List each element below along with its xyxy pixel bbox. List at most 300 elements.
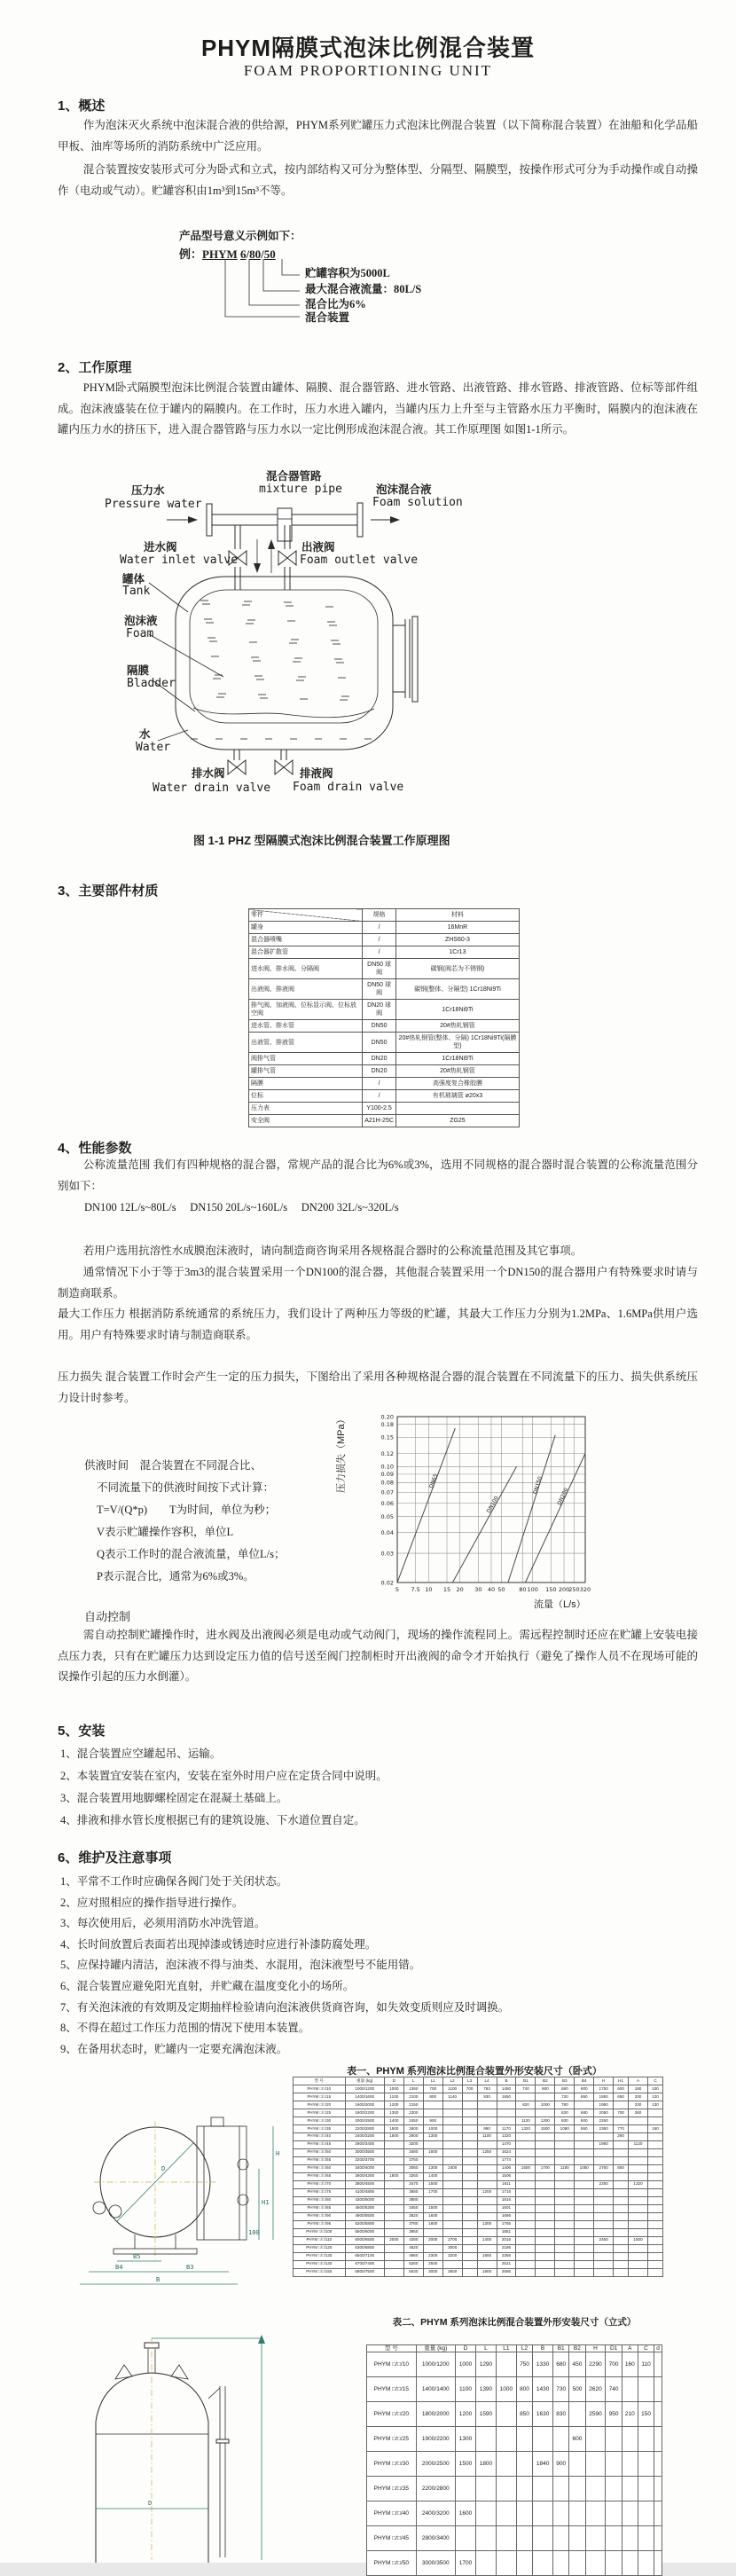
table-cell: 1816 <box>497 2196 516 2204</box>
table-cell: 1360 <box>403 2085 423 2093</box>
section-1-heading: 1、概述 <box>58 98 106 114</box>
table-cell: PHYM □/□/90 <box>294 2212 346 2220</box>
table-cell <box>462 2172 477 2180</box>
model-tree-lines <box>217 257 301 321</box>
paragraph: 作为泡沫灭火系统中泡沫混合液的供给源，PHYM系列贮罐压力式泡沫比例混合装置（以下简称混合装置）在油船和化学品船甲板、油库等场所的消防系统中广泛应用。 <box>58 119 698 153</box>
table-cell <box>575 2268 594 2276</box>
table-cell <box>423 2140 442 2148</box>
table-cell <box>555 2244 575 2252</box>
table-cell <box>594 2268 614 2276</box>
chart-text: 0.05 <box>380 1512 394 1520</box>
dim-label-b5: B5 <box>133 2253 141 2260</box>
flow-range-line: DN100 12L/s~80L/s DN150 20L/s~160L/s DN200 32L/s~320L/s <box>84 1201 399 1213</box>
section-2-heading: 2、工作原理 <box>58 360 132 375</box>
table-cell: 600 <box>614 2085 629 2093</box>
table-cell: 1050 <box>575 2164 594 2172</box>
table-cell: 1700 <box>455 2551 475 2576</box>
separator: / <box>261 247 264 261</box>
table-row <box>294 2188 663 2196</box>
table-cell <box>462 2212 477 2220</box>
table-cell: Y100-2.5 <box>363 1103 396 1115</box>
dim-label-100: 100 <box>248 2229 260 2236</box>
table-cell: 280 <box>614 2132 629 2140</box>
table-cell: / <box>363 1078 396 1090</box>
table-cell <box>555 2252 575 2260</box>
table-cell: 进水管、排水管 <box>249 1020 363 1033</box>
table-cell: 1750 <box>594 2085 614 2093</box>
chart-text: DN200 <box>556 1487 570 1506</box>
table-cell: 1100 <box>442 2085 462 2093</box>
label-tank-cn: 罐体 <box>122 573 145 585</box>
table-cell: 1Cr18Ni9Ti <box>395 1053 519 1065</box>
table-cell <box>585 2427 606 2452</box>
table-cell: 2050 <box>594 2109 614 2117</box>
table-cell <box>462 2124 477 2132</box>
table-cell: 3800/4500 <box>345 2180 384 2188</box>
table-cell <box>462 2188 477 2196</box>
table-cell: 碳钢(阀芯为不锈钢) <box>395 959 519 979</box>
table-cell: PHYM □/□/20 <box>367 2402 417 2427</box>
table-cell: 820 <box>516 2101 536 2109</box>
column-header: D <box>455 2345 475 2352</box>
table-cell: 1716 <box>497 2188 516 2196</box>
table-cell <box>497 2117 516 2124</box>
column-header: B4 <box>575 2077 594 2085</box>
paragraph: 若用户选用抗溶性水成膜泡沫液时，请向制造商咨询采用各规格混合器时的公称流量范围及其它事项。 <box>82 1245 583 1257</box>
table-cell: PHYM □/□/120 <box>294 2244 346 2252</box>
table-cell: 1800/2200 <box>345 2109 384 2117</box>
table-cell <box>555 2196 575 2204</box>
table-cell <box>462 2228 477 2236</box>
table-cell: 1200 <box>455 2402 475 2427</box>
header-row <box>249 909 520 922</box>
table-cell: 650 <box>614 2093 629 2101</box>
table-cell: PHYM □/□/65 <box>294 2172 346 2180</box>
table-cell: 1765 <box>497 2220 516 2228</box>
table-cell <box>516 2212 536 2220</box>
table-cell: 2290 <box>585 2352 606 2377</box>
table-cell <box>455 2477 475 2501</box>
table-cell: 6800/7500 <box>345 2268 384 2276</box>
table-cell <box>648 2228 663 2236</box>
table-cell: 压力表 <box>249 1103 363 1115</box>
table-cell: 1600 <box>423 2212 442 2220</box>
table-cell: 3680 <box>403 2188 423 2196</box>
table-cell: 2400/3200 <box>416 2501 455 2526</box>
table-cell <box>462 2260 477 2268</box>
table-row <box>294 2212 663 2220</box>
table-cell <box>575 2196 594 2204</box>
table-cell <box>648 2117 663 2124</box>
table-cell: 120 <box>648 2093 663 2101</box>
table-cell <box>575 2212 594 2220</box>
table-cell <box>614 2156 629 2164</box>
table-cell <box>614 2260 629 2268</box>
table-cell <box>555 2172 575 2180</box>
table-cell: DN20 <box>363 1065 396 1078</box>
table-cell: 740 <box>606 2377 622 2402</box>
table-cell <box>614 2101 629 2109</box>
table-cell: 3200/3700 <box>345 2156 384 2164</box>
table-cell: 930 <box>555 2117 575 2124</box>
table-row <box>294 2117 663 2124</box>
table-cell <box>536 2236 555 2244</box>
t1-grid <box>293 2077 663 2277</box>
table-cell: PHYM □/□/140 <box>294 2260 346 2268</box>
table-cell <box>462 2196 477 2204</box>
table-cell <box>496 2526 516 2551</box>
label-foam-drain-valve-en: Foam drain valve <box>293 781 404 794</box>
table-cell <box>614 2236 629 2244</box>
table-cell: 1300 <box>423 2164 442 2172</box>
table-cell <box>442 2188 462 2196</box>
table-cell <box>654 2377 662 2402</box>
table-cell: 混合器喷嘴 <box>249 934 363 946</box>
table-cell <box>575 2236 594 2244</box>
table-cell <box>575 2140 594 2148</box>
column-header: C <box>638 2345 654 2352</box>
chart-text: 20 <box>456 1586 464 1593</box>
table-cell: 6500/7100 <box>345 2252 384 2260</box>
table-cell <box>606 2551 622 2576</box>
table-cell <box>423 2196 442 2204</box>
table-cell <box>442 2109 462 2117</box>
table-cell: 700 <box>423 2085 442 2093</box>
table-cell: ZG25 <box>395 1115 519 1127</box>
table-cell <box>614 2252 629 2260</box>
table-cell <box>622 2452 638 2477</box>
vertical-tank-drawing <box>62 2331 275 2563</box>
label-water-en: Water <box>136 741 171 754</box>
table-cell <box>575 2228 594 2236</box>
table-cell <box>629 2148 648 2156</box>
table-cell <box>555 2156 575 2164</box>
table-cell <box>536 2140 555 2148</box>
table-cell: 2760 <box>594 2164 614 2172</box>
table-cell <box>594 2156 614 2164</box>
table-cell <box>536 2156 555 2164</box>
table-cell: 2186 <box>497 2244 516 2252</box>
table-cell: 830 <box>553 2402 569 2427</box>
chart-canvas <box>328 1409 612 1611</box>
table-cell <box>594 2148 614 2156</box>
table-cell: PHYM □/□/35 <box>294 2124 346 2132</box>
auto-control-heading: 自动控制 <box>84 1610 131 1623</box>
table-cell <box>536 2212 555 2220</box>
table-row <box>294 2101 663 2109</box>
table-cell: 1500 <box>455 2452 475 2477</box>
table-cell: 罐身 <box>249 922 363 934</box>
column-header: B <box>497 2077 516 2085</box>
table-cell <box>496 2352 516 2377</box>
table-row <box>294 2228 663 2236</box>
column-header: d <box>654 2345 662 2352</box>
dim-label-h1: H1 <box>262 2199 270 2206</box>
table-cell: 1000 <box>455 2352 475 2377</box>
table-cell <box>477 2140 497 2148</box>
table-cell: PHYM □/□/15 <box>294 2093 346 2101</box>
column-header: B2 <box>536 2077 555 2085</box>
table-cell <box>555 2220 575 2228</box>
column-header: B <box>533 2345 553 2352</box>
column-header: H <box>594 2077 614 2085</box>
chart-text: DN150 <box>532 1475 544 1496</box>
table-cell <box>516 2109 536 2117</box>
table-cell: 500 <box>569 2377 585 2402</box>
table-cell <box>622 2377 638 2402</box>
table-cell: 罐排气管 <box>249 1065 363 1078</box>
table-cell <box>496 2477 516 2501</box>
table-cell: PHYM □/□/30 <box>294 2117 346 2124</box>
table-cell <box>575 2204 594 2212</box>
table-row <box>249 922 520 934</box>
table-cell <box>442 2180 462 2188</box>
table-cell <box>455 2526 475 2551</box>
label-foam-drain-valve-cn: 排液阀 <box>300 767 333 780</box>
column-header: 材料 <box>395 909 519 922</box>
table-cell <box>384 2260 403 2268</box>
table-cell <box>384 2244 403 2252</box>
table-cell <box>594 2252 614 2260</box>
chart-text: DN65 <box>427 1473 440 1489</box>
table-cell <box>477 2117 497 2124</box>
table-cell: 850 <box>614 2164 629 2172</box>
table-cell: 110 <box>638 2352 654 2377</box>
table-row <box>249 1020 520 1033</box>
table-cell: 1700 <box>536 2164 555 2172</box>
table-cell <box>533 2526 553 2551</box>
table-cell <box>477 2156 497 2164</box>
chart-text: 10 <box>425 1586 433 1593</box>
table-row <box>249 1103 520 1115</box>
table-cell: 600 <box>575 2085 594 2093</box>
table-cell <box>516 2236 536 2244</box>
table-cell <box>462 2148 477 2156</box>
table-cell: 1250 <box>477 2148 497 2156</box>
column-header: 规格 <box>363 909 396 922</box>
column-header: L1 <box>496 2345 516 2352</box>
label-foam-outlet-valve-en: Foam outlet valve <box>300 554 419 567</box>
model-part-ratio: 6 <box>239 247 247 261</box>
table-cell: 800 <box>423 2093 442 2101</box>
table-cell <box>648 2244 663 2252</box>
table-cell: 850 <box>516 2402 532 2427</box>
table-row <box>249 979 520 1000</box>
table-cell <box>654 2427 662 2452</box>
table-cell <box>442 2101 462 2109</box>
table-cell <box>497 2109 516 2117</box>
dim-label-d: D <box>161 2165 166 2172</box>
table-cell <box>606 2526 622 2551</box>
table-cell <box>516 2172 536 2180</box>
column-header: H <box>585 2345 606 2352</box>
list-item: V表示贮罐操作容积，单位L <box>97 1526 234 1538</box>
table-cell: 4600/5300 <box>345 2204 384 2212</box>
table-cell: 210 <box>622 2402 638 2427</box>
table-cell: 3200 <box>442 2252 462 2260</box>
table-cell: 1100 <box>477 2132 497 2140</box>
table-cell <box>648 2164 663 2172</box>
column-header: B1 <box>516 2077 536 2085</box>
table-cell <box>516 2501 532 2526</box>
table-cell <box>594 2172 614 2180</box>
table-cell: ZHS60-3 <box>395 934 519 946</box>
table-cell: 1330 <box>533 2352 553 2377</box>
table-row <box>249 1000 520 1020</box>
table-cell <box>648 2140 663 2148</box>
table-cell <box>462 2101 477 2109</box>
label-mixture-pipe-cn: 混合器管路 <box>266 470 322 483</box>
chart-text: 0.04 <box>380 1529 394 1537</box>
table-cell <box>516 2196 536 2204</box>
table-cell: 900 <box>553 2452 569 2477</box>
chart-x-label: 流量（L/s） <box>534 1599 586 1610</box>
table-cell: 1500 <box>384 2132 403 2140</box>
table-cell <box>629 2124 648 2132</box>
table-row <box>367 2352 662 2377</box>
table-cell: 160 <box>622 2352 638 2377</box>
table-row <box>294 2109 663 2117</box>
table-cell: 900 <box>536 2085 555 2093</box>
table-cell <box>442 2196 462 2204</box>
table-cell: 950 <box>575 2124 594 2132</box>
table-cell <box>569 2402 585 2427</box>
list-item: 5、应保持罐内清洁，泡沫液不得与油类、水混用，泡沫液型号不能用错。 <box>60 1959 421 1972</box>
table-cell: DN20 <box>363 1053 396 1065</box>
table-cell: 隔膜 <box>249 1078 363 1090</box>
pressure-loss-chart <box>328 1409 612 1622</box>
table-cell <box>516 2180 536 2188</box>
table-cell: 5200/5800 <box>345 2220 384 2228</box>
list-item: 1、平常不工作时应确保各阀门处于关闭状态。 <box>60 1875 288 1888</box>
section-5-heading: 5、安装 <box>58 1724 106 1739</box>
table-cell <box>384 2252 403 2260</box>
table-cell: 2000 <box>384 2236 403 2244</box>
table-cell <box>606 2427 622 2452</box>
table-cell <box>442 2228 462 2236</box>
table-cell <box>442 2260 462 2268</box>
section-6-heading: 6、维护及注意事项 <box>58 1850 172 1865</box>
table-cell: 4900/5500 <box>345 2212 384 2220</box>
section-3-heading: 3、主要部件材质 <box>58 884 159 899</box>
table-row <box>294 2124 663 2132</box>
table-cell: PHYM □/□/150 <box>294 2268 346 2276</box>
model-intro: 产品型号意义示例如下： <box>179 230 301 242</box>
table-cell <box>594 2188 614 2196</box>
table-row <box>367 2452 662 2477</box>
table-cell: 阀排气管 <box>249 1053 363 1065</box>
table-cell <box>622 2477 638 2501</box>
table-cell: PHYM □/□/55 <box>294 2156 346 2164</box>
table-cell: 1300 <box>536 2117 555 2124</box>
paragraph: 最大工作压力 根据消防系统通常的系统压力，我们设计了两种压力等级的贮罐，其最大工作压力分别为1.2MPa、1.6MPa供用户选用。用户有特殊要求时请与制造商联系。 <box>58 1308 698 1341</box>
table-cell: 碳钢(整体、分隔型) 1Cr18Ni9Ti <box>395 979 519 1000</box>
table-cell <box>475 2427 496 2452</box>
table-cell <box>384 2228 403 2236</box>
schematic-drawing <box>0 457 736 856</box>
table-cell <box>575 2180 594 2188</box>
table-cell: 1774 <box>497 2156 516 2164</box>
table-row <box>294 2260 663 2268</box>
table-cell: 1406 <box>497 2164 516 2172</box>
table-cell: 1500 <box>516 2164 536 2172</box>
chart-text: 200 <box>558 1586 570 1593</box>
table-cell: 2800/3400 <box>416 2526 455 2551</box>
table-cell: 混合器扩散管 <box>249 946 363 959</box>
table-cell <box>622 2501 638 2526</box>
table-cell <box>384 2212 403 2220</box>
column-header: B2 <box>569 2345 585 2352</box>
table-cell: 2000 <box>423 2236 442 2244</box>
table-cell: PHYM □/□/35 <box>367 2477 417 2501</box>
table-cell: DN50 球阀 <box>363 959 396 979</box>
list-item: P表示混合比，通常为6%或3%。 <box>97 1570 254 1583</box>
table-cell: PHYM □/□/95 <box>294 2220 346 2228</box>
table-cell: 进水阀、排水阀、分隔阀 <box>249 959 363 979</box>
table-cell: 1100 <box>455 2377 475 2402</box>
table-cell: 1120 <box>629 2140 648 2148</box>
table-cell: 1400 <box>477 2236 497 2244</box>
table-cell: 4280 <box>403 2236 423 2244</box>
table-cell: PHYM □/□/45 <box>367 2526 417 2551</box>
table-cell: / <box>363 1090 396 1103</box>
table-cell: 3000 <box>442 2244 462 2252</box>
table-cell <box>629 2220 648 2228</box>
table-cell <box>614 2244 629 2252</box>
column-header: A <box>629 2077 648 2085</box>
table-cell: PHYM □/□/10 <box>367 2352 417 2377</box>
table-cell: 1400 <box>384 2117 403 2124</box>
table-cell <box>629 2212 648 2220</box>
table-cell <box>496 2551 516 2576</box>
table-cell <box>638 2452 654 2477</box>
table-cell: 2700 <box>442 2236 462 2244</box>
column-header: 型 号 <box>367 2345 417 2352</box>
table-cell <box>477 2164 497 2172</box>
table-cell <box>442 2220 462 2228</box>
table-cell <box>536 2268 555 2276</box>
table-cell <box>462 2132 477 2140</box>
chart-text: 0.20 <box>380 1413 394 1421</box>
model-meaning-label: 最大混合液流量：80L/S <box>305 283 422 295</box>
table-cell: PHYM □/□/50 <box>367 2551 417 2576</box>
table-cell: 1650 <box>477 2252 497 2260</box>
table-cell <box>423 2228 442 2236</box>
table-cell <box>477 2109 497 2117</box>
model-part-flow: 80 <box>249 247 262 261</box>
table-cell <box>536 2196 555 2204</box>
table-cell <box>516 2526 532 2551</box>
table-row <box>294 2172 663 2180</box>
label-water-drain-valve-en: Water drain valve <box>153 781 271 795</box>
table-cell <box>462 2093 477 2101</box>
table-cell: 3000/3500 <box>416 2551 455 2576</box>
table-cell <box>648 2156 663 2164</box>
column-header: 零件 <box>249 909 363 922</box>
table-cell <box>629 2228 648 2236</box>
table-cell: 4100/4800 <box>345 2188 384 2196</box>
table-cell <box>648 2252 663 2260</box>
table-cell <box>594 2244 614 2252</box>
table-cell: 1300 <box>423 2132 442 2140</box>
table-cell: 3400/4000 <box>345 2164 384 2172</box>
model-example-label: 例： <box>179 247 203 261</box>
table-cell <box>516 2427 532 2452</box>
table-cell: 20#热轧钢管(整体、分隔) 1Cr18Ni9Ti(隔膜型) <box>395 1033 519 1053</box>
table-cell <box>622 2427 638 2452</box>
table-cell <box>475 2477 496 2501</box>
table-cell <box>575 2244 594 2252</box>
